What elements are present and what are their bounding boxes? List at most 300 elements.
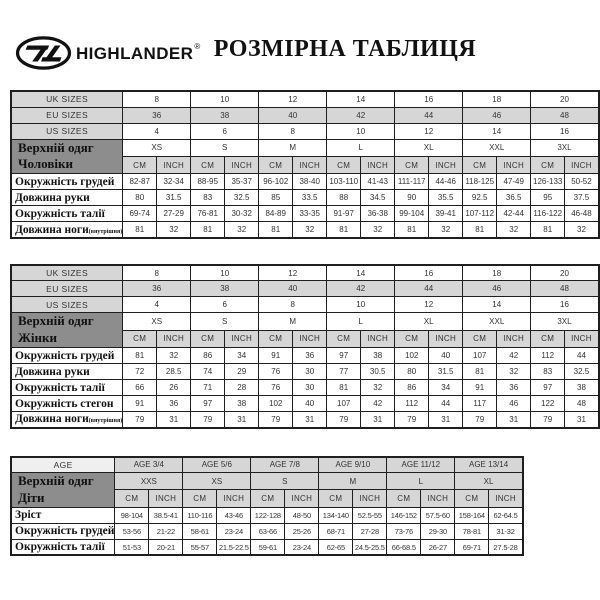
cm-value-cell: 90: [395, 190, 429, 206]
size-label-cell: XS: [123, 313, 191, 330]
inch-header-cell: INCH: [565, 156, 599, 173]
cm-value-cell: 82-87: [123, 174, 157, 190]
cm-value-cell: 63-66: [251, 523, 285, 539]
measurement-row: [11, 206, 599, 222]
measurement-label: Довжина руки: [15, 191, 90, 204]
measurement-label: Окружність талії: [15, 207, 105, 220]
inch-value-cell: 31-32: [489, 523, 523, 539]
cm-value-cell: 112: [395, 396, 429, 412]
cm-header-cell: CM: [395, 330, 429, 347]
inch-value-cell: 31.5: [429, 364, 463, 380]
section-title-line: Діти: [18, 489, 45, 505]
table-body: [11, 265, 599, 428]
cm-value-cell: 71: [191, 380, 225, 396]
size-label-cell: XXL: [463, 313, 531, 330]
measurement-label-cell: [11, 412, 123, 428]
size-value-cell: 8: [123, 265, 191, 281]
size-value-cell: 8: [259, 297, 327, 313]
cm-value-cell: 81: [395, 222, 429, 238]
size-value-cell: 46: [463, 281, 531, 297]
inch-value-cell: 37.5: [565, 190, 599, 206]
cm-header-cell: CM: [191, 330, 225, 347]
inch-value-cell: 42: [497, 348, 531, 364]
inch-value-cell: 36-38: [361, 206, 395, 222]
cm-value-cell: 96-102: [259, 174, 293, 190]
inch-value-cell: 31: [361, 412, 395, 428]
inch-header-cell: INCH: [225, 156, 259, 173]
section-title-line: Верхній одяг: [18, 313, 94, 329]
section-header-cell: [11, 313, 123, 348]
cm-value-cell: 81: [327, 380, 361, 396]
measurement-label: Довжина ноги: [15, 413, 89, 426]
size-value-cell: 48: [531, 281, 599, 297]
size-value-cell: 16: [395, 265, 463, 281]
eu-sizes-row: [11, 281, 599, 297]
size-value-cell: 38: [191, 281, 259, 297]
size-value-cell: AGE 5/6: [183, 457, 251, 473]
size-value-cell: 4: [123, 123, 191, 139]
cm-value-cell: 80: [395, 364, 429, 380]
cm-value-cell: 103-110: [327, 174, 361, 190]
cm-header-cell: CM: [191, 156, 225, 173]
size-value-cell: 38: [191, 107, 259, 123]
inch-header-cell: INCH: [429, 330, 463, 347]
cm-header-cell: CM: [387, 490, 421, 507]
row-header-cell: EU SIZES: [11, 281, 123, 297]
tables-container: [10, 90, 600, 556]
cm-value-cell: 78-81: [455, 523, 489, 539]
page-header: [0, 0, 600, 90]
inch-value-cell: 46-48: [565, 206, 599, 222]
size-label-cell: XXL: [463, 139, 531, 156]
inch-value-cell: 40: [293, 396, 327, 412]
section-header-cell: [11, 139, 123, 174]
cm-value-cell: 91: [259, 348, 293, 364]
cm-value-cell: 146-152: [387, 507, 421, 523]
cm-header-cell: CM: [463, 156, 497, 173]
cm-value-cell: 116-122: [531, 206, 565, 222]
measurement-row: [11, 190, 599, 206]
cm-value-cell: 98-104: [115, 507, 149, 523]
cm-value-cell: 102: [259, 396, 293, 412]
inch-value-cell: 62-64.5: [489, 507, 523, 523]
size-value-cell: 20: [531, 265, 599, 281]
cm-header-cell: CM: [319, 490, 353, 507]
cm-value-cell: 107: [327, 396, 361, 412]
measurement-label-cell: [11, 523, 115, 539]
size-value-cell: 44: [395, 281, 463, 297]
inch-value-cell: 32-34: [157, 174, 191, 190]
inch-header-cell: INCH: [565, 330, 599, 347]
size-value-cell: 16: [531, 297, 599, 313]
section-title-line: Верхній одяг: [18, 473, 94, 489]
inch-value-cell: 47-49: [497, 174, 531, 190]
inch-value-cell: 44: [565, 348, 599, 364]
size-value-cell: 48: [531, 107, 599, 123]
row-header-cell: UK SIZES: [11, 265, 123, 281]
size-label-cell: 3XL: [531, 313, 599, 330]
cm-value-cell: 88-95: [191, 174, 225, 190]
inch-value-cell: 32: [497, 364, 531, 380]
size-value-cell: 14: [327, 91, 395, 107]
inch-value-cell: 31: [225, 412, 259, 428]
size-label-cell: S: [251, 473, 319, 490]
measurement-label-cell: [11, 396, 123, 412]
section-title-line: Верхній одяг: [18, 139, 94, 155]
size-label-cell: XL: [395, 139, 463, 156]
inch-value-cell: 38-40: [293, 174, 327, 190]
measurement-label: Окружність грудей: [15, 525, 115, 538]
inch-value-cell: 38: [225, 396, 259, 412]
size-value-cell: 14: [463, 297, 531, 313]
eu-sizes-row: [11, 107, 599, 123]
inch-value-cell: 35.5: [429, 190, 463, 206]
size-labels-row: [11, 313, 599, 330]
size-value-cell: 10: [327, 123, 395, 139]
measurement-label-cell: [11, 539, 115, 555]
cm-value-cell: 80: [123, 190, 157, 206]
inch-header-cell: INCH: [293, 330, 327, 347]
cm-value-cell: 79: [531, 412, 565, 428]
inch-value-cell: 26-27: [421, 539, 455, 555]
cm-value-cell: 81: [259, 222, 293, 238]
us-sizes-row: [11, 297, 599, 313]
size-value-cell: 12: [259, 265, 327, 281]
inch-value-cell: 38: [565, 380, 599, 396]
cm-value-cell: 69-74: [123, 206, 157, 222]
inch-value-cell: 36.5: [497, 190, 531, 206]
cm-header-cell: CM: [327, 156, 361, 173]
cm-value-cell: 122: [531, 396, 565, 412]
age-row: [11, 457, 523, 473]
row-header-cell: UK SIZES: [11, 91, 123, 107]
inch-value-cell: 38.5-41: [149, 507, 183, 523]
cm-value-cell: 83: [191, 190, 225, 206]
highlander-ellipse-monogram-icon: [15, 36, 72, 70]
cm-value-cell: 122-128: [251, 507, 285, 523]
cm-header-cell: CM: [455, 490, 489, 507]
cm-value-cell: 76: [259, 364, 293, 380]
cm-value-cell: 134-140: [319, 507, 353, 523]
cm-value-cell: 102: [395, 348, 429, 364]
measurement-row: [11, 222, 599, 238]
cm-value-cell: 81: [123, 348, 157, 364]
size-value-cell: 8: [123, 91, 191, 107]
cm-value-cell: 55-57: [183, 539, 217, 555]
inch-value-cell: 48-50: [285, 507, 319, 523]
size-value-cell: 4: [123, 297, 191, 313]
cm-value-cell: 73-76: [387, 523, 421, 539]
measurement-label: Окружність грудей: [15, 175, 115, 188]
measurement-label-cell: [11, 380, 123, 396]
size-table-men: [10, 90, 600, 239]
size-labels-row: [11, 139, 599, 156]
inch-value-cell: 24.5-25.5: [353, 539, 387, 555]
inch-value-cell: 34: [429, 380, 463, 396]
cm-value-cell: 112: [531, 348, 565, 364]
cm-value-cell: 86: [395, 380, 429, 396]
inch-value-cell: 32: [293, 222, 327, 238]
row-header-cell: EU SIZES: [11, 107, 123, 123]
section-title-line: Чоловіки: [18, 156, 73, 172]
inch-header-cell: INCH: [157, 156, 191, 173]
cm-value-cell: 126-133: [531, 174, 565, 190]
size-value-cell: 10: [191, 91, 259, 107]
inch-header-cell: INCH: [489, 490, 523, 507]
brand-name: HIGHLANDER: [76, 43, 194, 63]
inch-value-cell: 27-29: [157, 206, 191, 222]
cm-value-cell: 91-97: [327, 206, 361, 222]
inch-value-cell: 44-46: [429, 174, 463, 190]
registered-trademark-icon: ®: [194, 41, 201, 51]
cm-value-cell: 81: [463, 222, 497, 238]
size-value-cell: 44: [395, 107, 463, 123]
size-value-cell: AGE 11/12: [387, 457, 455, 473]
cm-value-cell: 81: [327, 222, 361, 238]
inch-value-cell: 36: [157, 396, 191, 412]
cm-header-cell: CM: [123, 156, 157, 173]
cm-value-cell: 107-112: [463, 206, 497, 222]
measurement-label: Окружність стегон: [15, 397, 114, 410]
inch-value-cell: 32: [361, 222, 395, 238]
inch-value-cell: 26: [157, 380, 191, 396]
inch-header-cell: INCH: [353, 490, 387, 507]
size-value-cell: 14: [327, 265, 395, 281]
cm-header-cell: CM: [183, 490, 217, 507]
cm-value-cell: 99-104: [395, 206, 429, 222]
cm-value-cell: 83: [531, 364, 565, 380]
cm-value-cell: 84-89: [259, 206, 293, 222]
cm-value-cell: 95: [531, 190, 565, 206]
inch-value-cell: 32: [157, 222, 191, 238]
inch-value-cell: 42: [361, 396, 395, 412]
size-value-cell: 14: [463, 123, 531, 139]
measurement-row: [11, 364, 599, 380]
inch-value-cell: 25-26: [285, 523, 319, 539]
size-label-cell: S: [191, 313, 259, 330]
measurement-row: [11, 348, 599, 364]
table-body: [11, 457, 523, 556]
size-label-cell: L: [387, 473, 455, 490]
cm-value-cell: 79: [259, 412, 293, 428]
inch-value-cell: 33.5: [293, 190, 327, 206]
inch-value-cell: 43-46: [217, 507, 251, 523]
cm-value-cell: 97: [327, 348, 361, 364]
row-header-cell: US SIZES: [11, 297, 123, 313]
cm-value-cell: 117: [463, 396, 497, 412]
inch-header-cell: INCH: [497, 156, 531, 173]
cm-value-cell: 77: [327, 364, 361, 380]
measurement-row: [11, 523, 523, 539]
size-label-cell: 3XL: [531, 139, 599, 156]
size-value-cell: 8: [259, 123, 327, 139]
cm-value-cell: 79: [395, 412, 429, 428]
cm-value-cell: 81: [191, 222, 225, 238]
size-label-cell: L: [327, 139, 395, 156]
size-value-cell: 36: [123, 281, 191, 297]
size-label-cell: XXS: [115, 473, 183, 490]
inch-value-cell: 23-24: [285, 539, 319, 555]
size-value-cell: 6: [191, 123, 259, 139]
inch-header-cell: INCH: [421, 490, 455, 507]
section-title-line: Жінки: [18, 330, 57, 346]
cm-header-cell: CM: [259, 330, 293, 347]
section-header-cell: [11, 473, 115, 508]
inch-value-cell: 40: [429, 348, 463, 364]
measurement-label-note: (внутрішня): [88, 228, 123, 235]
inch-value-cell: 30: [293, 380, 327, 396]
inch-value-cell: 28.5: [157, 364, 191, 380]
measurement-label: Окружність талії: [15, 381, 105, 394]
cm-value-cell: 58-61: [183, 523, 217, 539]
inch-value-cell: 21.5-22.5: [217, 539, 251, 555]
size-value-cell: 42: [327, 107, 395, 123]
measurement-label: Довжина ноги: [15, 223, 89, 236]
inch-value-cell: 27-28: [353, 523, 387, 539]
inch-value-cell: 31: [497, 412, 531, 428]
inch-value-cell: 39-41: [429, 206, 463, 222]
cm-value-cell: 66: [123, 380, 157, 396]
uk-sizes-row: [11, 91, 599, 107]
us-sizes-row: [11, 123, 599, 139]
inch-value-cell: 32.5: [565, 364, 599, 380]
inch-value-cell: 38: [361, 348, 395, 364]
cm-value-cell: 53-56: [115, 523, 149, 539]
inch-value-cell: 32: [565, 222, 599, 238]
inch-value-cell: 21-22: [149, 523, 183, 539]
inch-value-cell: 28: [225, 380, 259, 396]
inch-value-cell: 30.5: [361, 364, 395, 380]
size-label-cell: XS: [183, 473, 251, 490]
cm-header-cell: CM: [327, 330, 361, 347]
measurement-label-cell: [11, 364, 123, 380]
inch-header-cell: INCH: [217, 490, 251, 507]
inch-value-cell: 31.5: [157, 190, 191, 206]
cm-value-cell: 91: [463, 380, 497, 396]
cm-value-cell: 74: [191, 364, 225, 380]
inch-header-cell: INCH: [285, 490, 319, 507]
uk-sizes-row: [11, 265, 599, 281]
size-value-cell: 12: [395, 297, 463, 313]
inch-value-cell: 34: [225, 348, 259, 364]
cm-header-cell: CM: [463, 330, 497, 347]
size-value-cell: 6: [191, 297, 259, 313]
cm-value-cell: 81: [463, 364, 497, 380]
cm-value-cell: 91: [123, 396, 157, 412]
size-value-cell: AGE 7/8: [251, 457, 319, 473]
size-table-kids: [10, 456, 524, 557]
size-value-cell: 10: [191, 265, 259, 281]
inch-value-cell: 48: [565, 396, 599, 412]
measurement-label-cell: [11, 190, 123, 206]
size-value-cell: AGE 9/10: [319, 457, 387, 473]
inch-value-cell: 29-30: [421, 523, 455, 539]
size-value-cell: 40: [259, 107, 327, 123]
cm-value-cell: 62-65: [319, 539, 353, 555]
size-value-cell: 10: [327, 297, 395, 313]
cm-value-cell: 59-61: [251, 539, 285, 555]
measurement-label-cell: [11, 222, 123, 238]
cm-value-cell: 81: [531, 222, 565, 238]
size-value-cell: 18: [463, 265, 531, 281]
inch-value-cell: 32.5: [225, 190, 259, 206]
measurement-label-note: (внутрішня): [88, 418, 123, 425]
size-label-cell: M: [259, 139, 327, 156]
inch-value-cell: 52.5-55: [353, 507, 387, 523]
size-label-cell: XS: [123, 139, 191, 156]
inch-header-cell: INCH: [293, 156, 327, 173]
measurement-label-cell: [11, 206, 123, 222]
cm-value-cell: 66-68.5: [387, 539, 421, 555]
cm-value-cell: 79: [123, 412, 157, 428]
size-labels-row: [11, 473, 523, 490]
cm-value-cell: 86: [191, 348, 225, 364]
inch-value-cell: 33-35: [293, 206, 327, 222]
cm-value-cell: 92.5: [463, 190, 497, 206]
cm-value-cell: 107: [463, 348, 497, 364]
cm-value-cell: 76-81: [191, 206, 225, 222]
inch-value-cell: 32: [429, 222, 463, 238]
row-header-cell: AGE: [11, 457, 115, 473]
cm-header-cell: CM: [251, 490, 285, 507]
size-value-cell: 42: [327, 281, 395, 297]
size-value-cell: AGE 13/14: [455, 457, 523, 473]
size-value-cell: 12: [259, 91, 327, 107]
inch-value-cell: 31: [293, 412, 327, 428]
size-label-cell: XL: [395, 313, 463, 330]
inch-header-cell: INCH: [225, 330, 259, 347]
cm-value-cell: 81: [123, 222, 157, 238]
size-value-cell: 36: [123, 107, 191, 123]
inch-value-cell: 20-21: [149, 539, 183, 555]
cm-value-cell: 76: [259, 380, 293, 396]
cm-header-cell: CM: [531, 156, 565, 173]
inch-value-cell: 31: [429, 412, 463, 428]
inch-value-cell: 31: [565, 412, 599, 428]
size-label-cell: S: [191, 139, 259, 156]
inch-value-cell: 35-37: [225, 174, 259, 190]
cm-header-cell: CM: [123, 330, 157, 347]
cm-value-cell: 79: [463, 412, 497, 428]
size-value-cell: 18: [463, 91, 531, 107]
cm-header-cell: CM: [115, 490, 149, 507]
inch-value-cell: 41-43: [361, 174, 395, 190]
size-value-cell: 16: [395, 91, 463, 107]
brand-logo: [15, 36, 199, 70]
cm-header-cell: CM: [259, 156, 293, 173]
measurement-label: Довжина руки: [15, 365, 90, 378]
measurement-row: [11, 507, 523, 523]
measurement-label: Окружність талії: [15, 541, 105, 554]
cm-value-cell: 158-164: [455, 507, 489, 523]
measurement-row: [11, 396, 599, 412]
cm-value-cell: 97: [531, 380, 565, 396]
cm-value-cell: 110-116: [183, 507, 217, 523]
inch-header-cell: INCH: [149, 490, 183, 507]
cm-value-cell: 97: [191, 396, 225, 412]
page-title: РОЗМІРНА ТАБЛИЦЯ: [213, 36, 477, 62]
size-label-cell: XL: [455, 473, 523, 490]
measurement-row: [11, 539, 523, 555]
size-value-cell: 40: [259, 281, 327, 297]
inch-value-cell: 32: [497, 222, 531, 238]
size-value-cell: 20: [531, 91, 599, 107]
size-value-cell: 16: [531, 123, 599, 139]
cm-header-cell: CM: [395, 156, 429, 173]
cm-value-cell: 88: [327, 190, 361, 206]
inch-value-cell: 36: [293, 348, 327, 364]
size-label-cell: M: [319, 473, 387, 490]
